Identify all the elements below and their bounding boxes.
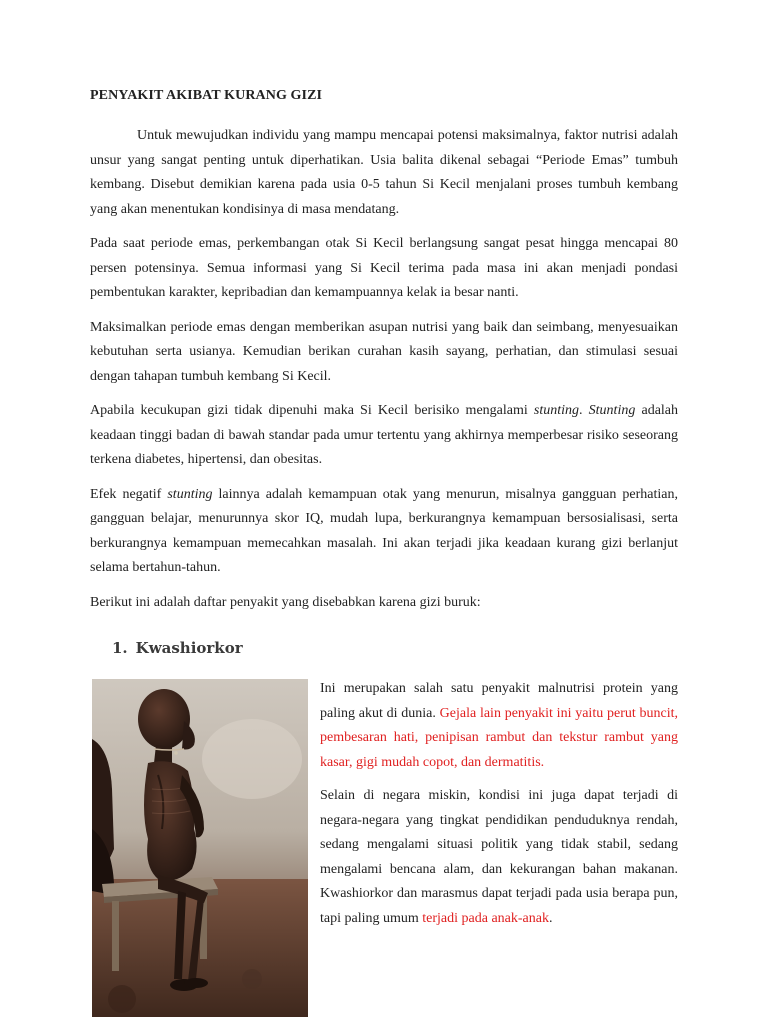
paragraph-4-text: Apabila kecukupan gizi tidak dipenuhi maka Si Kecil berisiko mengalami <box>90 403 534 418</box>
paragraph-1: Untuk mewujudkan individu yang mampu mencapai potensi maksimalnya, faktor nutrisi adalah unsur yang sangat penting untuk diperhatikan. Usia balita dikenal sebagai “Periode Emas” tumbuh kembang. Disebut demikian karena pada usia 0-5 tahun Si Kecil menjalani proses tumbuh kembang yang akan menentukan kondisinya di masa mendatang. <box>90 128 678 217</box>
paragraph-3: Maksimalkan periode emas dengan memberikan asupan nutrisi yang baik dan seimbang, menyesuaikan kebutuhan serta usianya. Kemudian berikan curahan kasih sayang, perhatian, dan stimulasi sesuai dengan tahapan tumbuh kembang Si Kecil. <box>90 319 678 384</box>
paragraph-6: Berikut ini adalah daftar penyakit yang disebabkan karena gizi buruk: <box>90 594 481 610</box>
paragraph-5-rest: lainnya adalah kemampuan otak yang menurun, misalnya gangguan perhatian, gangguan belajar, menurunnya skor IQ, mudah lupa, berkurangnya kemampuan bersosialisasi, serta berkurangnya kemampuan memecahkan masalah. Ini akan terjadi jika keadaan kurang gizi berlanjut selama bertahun-tahun. <box>90 486 678 575</box>
side-paragraph-2 <box>320 784 678 931</box>
side-paragraph-2-end: . <box>548 910 553 926</box>
stunting-term: stunting <box>533 403 580 418</box>
symptoms-highlight: Gejala lain penyakit ini yaitu perut buncit, pembesaran hati, penipisan rambut dan tekstur rambut yang kasar, gigi mudah copot, dan dermatitis. <box>320 705 679 770</box>
paragraph-5 <box>90 483 678 581</box>
malnourished-child-photo <box>92 679 308 1017</box>
side-paragraph-2-text: Selain di negara miskin, kondisi ini juga dapat terjadi di negara-negara yang tingkat pendidikan penduduknya rendah, sedang mengalami situasi politik yang tidak stabil, sedang mengalami bencana alam, dan kekurangan bahan makanan. Kwashiorkor dan marasmus dapat terjadi pada usia berapa pun, tapi paling umum <box>320 788 678 926</box>
side-paragraph-1 <box>320 677 678 775</box>
side-paragraph-1-text: Ini merupakan salah satu penyakit malnutrisi protein yang paling akut di dunia. <box>320 681 678 721</box>
figure-row <box>90 679 678 1019</box>
page-title: PENYAKIT AKIBAT KURANG GIZI <box>90 88 323 103</box>
paragraph-4-sep: . <box>579 403 589 418</box>
paragraph-4 <box>90 399 678 473</box>
kwashiorkor-description <box>320 677 678 940</box>
paragraph-5-text: Efek negatif <box>90 486 168 502</box>
section-number: 1. <box>112 639 128 657</box>
stunting-term: Stunting <box>588 403 636 418</box>
section-heading <box>112 639 678 657</box>
paragraph-4-rest: adalah keadaan tinggi badan di bawah standar pada umur tertentu yang akhirnya memperbesar risiko seseorang terkena diabetes, hipertensi, dan obesitas. <box>90 403 679 467</box>
document-page <box>90 88 678 1019</box>
paragraph-2: Pada saat periode emas, perkembangan otak Si Kecil berlangsung sangat pesat hingga mencapai 80 persen potensinya. Semua informasi yang Si Kecil terima pada masa ini akan menjadi pondasi pembentukan karakter, kepribadian dan kemampuannya kelak ia besar nanti. <box>90 236 678 300</box>
section-title: Kwashiorkor <box>135 639 243 657</box>
stunting-term: stunting <box>167 486 213 502</box>
children-highlight: terjadi pada anak-anak <box>422 910 549 926</box>
